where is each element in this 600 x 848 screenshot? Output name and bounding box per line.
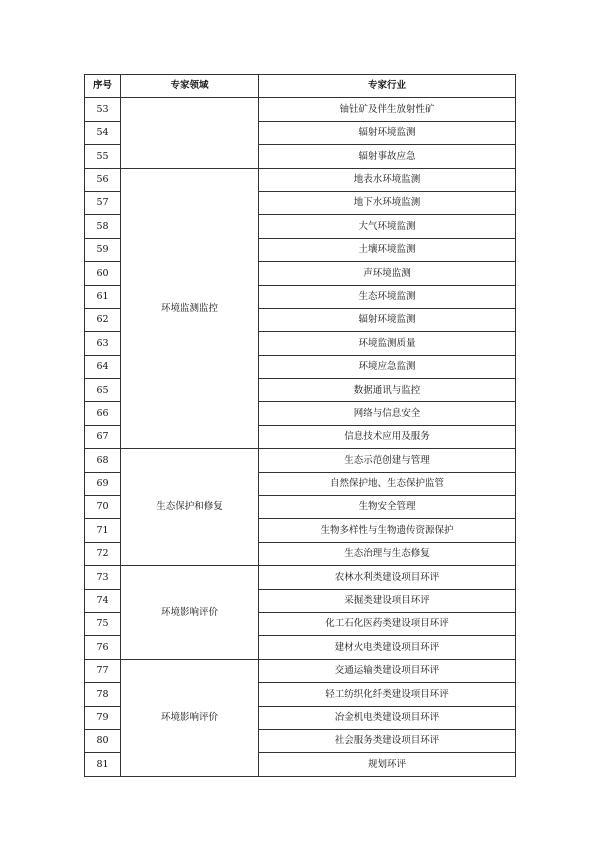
row-industry: 地表水环境监测 [259, 168, 516, 191]
row-industry: 信息技术应用及服务 [259, 425, 516, 448]
row-industry: 铀钍矿及伴生放射性矿 [259, 98, 516, 121]
row-seq: 72 [85, 542, 121, 565]
row-seq: 55 [85, 145, 121, 168]
row-industry: 化工石化医药类建设项目环评 [259, 612, 516, 635]
row-industry: 网络与信息安全 [259, 402, 516, 425]
row-industry: 地下水环境监测 [259, 191, 516, 214]
header-row [85, 75, 516, 98]
header-industry: 专家行业 [259, 75, 516, 98]
row-seq: 73 [85, 566, 121, 589]
row-seq: 76 [85, 636, 121, 659]
row-industry: 辐射环境监测 [259, 121, 516, 144]
row-industry: 规划环评 [259, 753, 516, 776]
row-seq: 77 [85, 659, 121, 682]
row-industry: 辐射事故应急 [259, 145, 516, 168]
row-seq: 67 [85, 425, 121, 448]
row-seq: 60 [85, 262, 121, 285]
row-seq: 74 [85, 589, 121, 612]
table-row [85, 566, 516, 589]
table-row [85, 659, 516, 682]
row-industry: 数据通讯与监控 [259, 379, 516, 402]
row-industry: 环境监测质量 [259, 332, 516, 355]
row-seq: 78 [85, 683, 121, 706]
group-field: 生态保护和修复 [121, 449, 259, 566]
row-industry: 采掘类建设项目环评 [259, 589, 516, 612]
header-field: 专家领域 [121, 75, 259, 98]
row-industry: 生态环境监测 [259, 285, 516, 308]
row-seq: 56 [85, 168, 121, 191]
table-row [85, 168, 516, 191]
row-industry: 环境应急监测 [259, 355, 516, 378]
group-field [121, 98, 259, 168]
row-seq: 65 [85, 379, 121, 402]
table-row [85, 449, 516, 472]
row-industry: 生态示范创建与管理 [259, 449, 516, 472]
row-seq: 64 [85, 355, 121, 378]
header-seq: 序号 [85, 75, 121, 98]
row-industry: 社会服务类建设项目环评 [259, 729, 516, 752]
table-body [85, 98, 516, 776]
expert-table [84, 74, 516, 777]
row-seq: 75 [85, 612, 121, 635]
row-industry: 声环境监测 [259, 262, 516, 285]
row-seq: 53 [85, 98, 121, 121]
group-field: 环境影响评价 [121, 659, 259, 776]
row-seq: 79 [85, 706, 121, 729]
row-industry: 生态治理与生态修复 [259, 542, 516, 565]
row-seq: 61 [85, 285, 121, 308]
row-industry: 轻工纺织化纤类建设项目环评 [259, 683, 516, 706]
row-seq: 57 [85, 191, 121, 214]
row-industry: 农林水利类建设项目环评 [259, 566, 516, 589]
table-row [85, 98, 516, 121]
row-industry: 建材火电类建设项目环评 [259, 636, 516, 659]
row-seq: 71 [85, 519, 121, 542]
row-industry: 生物安全管理 [259, 496, 516, 519]
row-industry: 土壤环境监测 [259, 238, 516, 261]
row-seq: 62 [85, 308, 121, 331]
group-field: 环境影响评价 [121, 566, 259, 660]
row-seq: 58 [85, 215, 121, 238]
row-seq: 80 [85, 729, 121, 752]
table-header [85, 75, 516, 98]
row-seq: 81 [85, 753, 121, 776]
row-seq: 54 [85, 121, 121, 144]
row-seq: 70 [85, 496, 121, 519]
row-seq: 68 [85, 449, 121, 472]
row-industry: 冶金机电类建设项目环评 [259, 706, 516, 729]
row-industry: 辐射环境监测 [259, 308, 516, 331]
row-industry: 大气环境监测 [259, 215, 516, 238]
row-seq: 66 [85, 402, 121, 425]
row-seq: 59 [85, 238, 121, 261]
row-seq: 69 [85, 472, 121, 495]
row-seq: 63 [85, 332, 121, 355]
row-industry: 自然保护地、生态保护监管 [259, 472, 516, 495]
row-industry: 生物多样性与生物遗传资源保护 [259, 519, 516, 542]
row-industry: 交通运输类建设项目环评 [259, 659, 516, 682]
group-field: 环境监测监控 [121, 168, 259, 449]
